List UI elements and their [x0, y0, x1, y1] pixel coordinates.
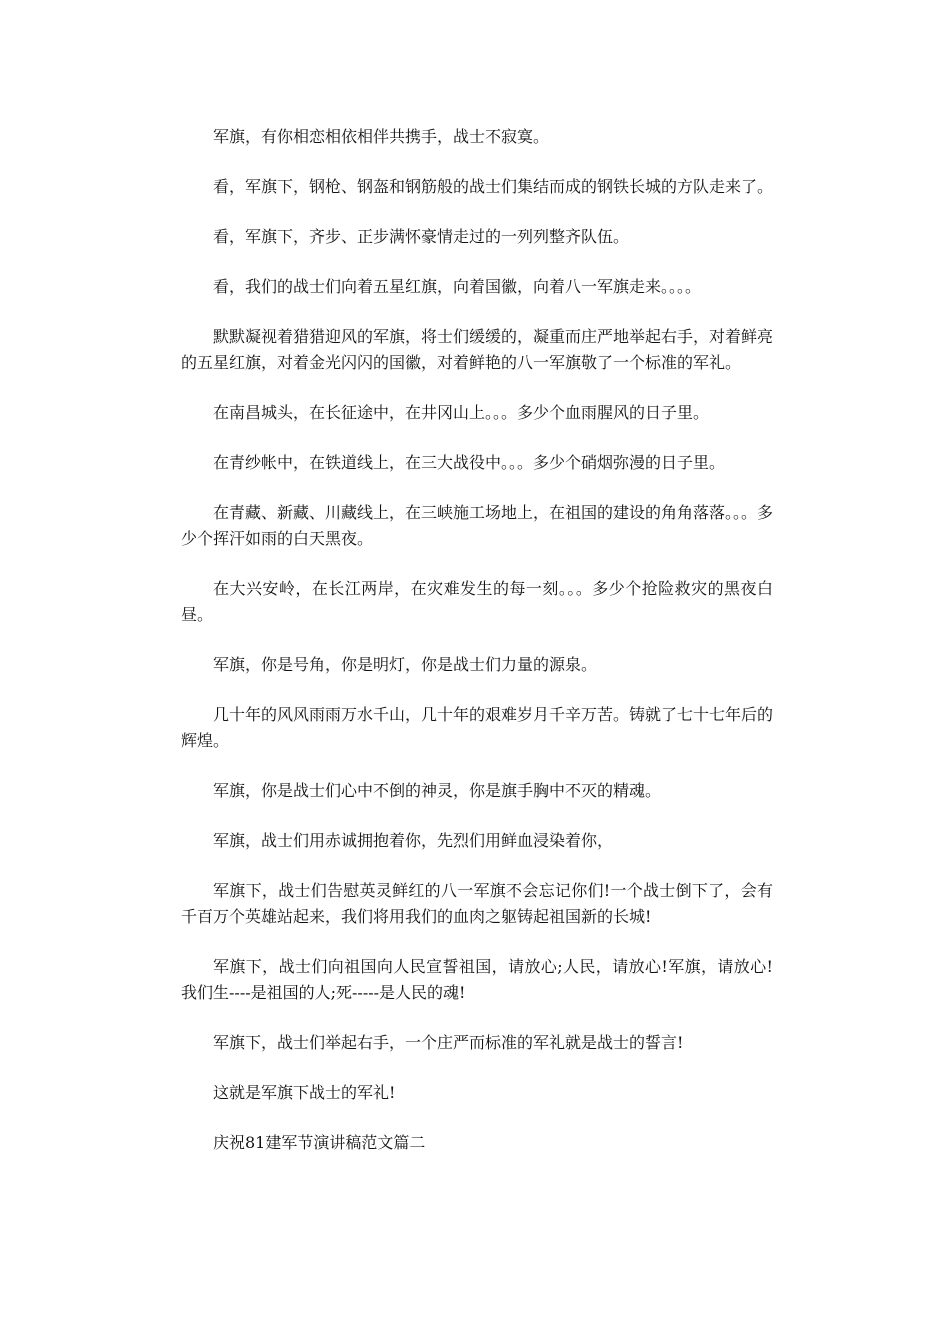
paragraph-10: 军旗，你是号角，你是明灯，你是战士们力量的源泉。	[213, 655, 598, 674]
paragraph-17: 这就是军旗下战士的军礼!	[213, 1083, 396, 1102]
paragraph-11: 几十年的风风雨雨万水千山，几十年的艰难岁月千辛万苦。铸就了七十七年后的辉煌。	[181, 705, 774, 750]
paragraph-14: 军旗下，战士们告慰英灵鲜红的八一军旗不会忘记你们!一个战士倒下了，会有千百万个英雄站起来，我们将用我们的血肉之躯铸起祖国新的长城!	[181, 881, 773, 926]
document-body	[181, 124, 773, 1180]
paragraph-9: 在大兴安岭，在长江两岸，在灾难发生的每一刻。。。多少个抢险救灾的黑夜白昼。	[181, 579, 773, 624]
paragraph-13: 军旗，战士们用赤诚拥抱着你，先烈们用鲜血浸染着你，	[213, 831, 614, 850]
paragraph-4: 看，我们的战士们向着五星红旗，向着国徽，向着八一军旗走来。。。。	[213, 277, 702, 296]
paragraph-1: 军旗，有你相恋相依相伴共携手，战士不寂寞。	[213, 127, 550, 146]
section-heading: 庆祝81建军节演讲稿范文篇二	[213, 1133, 426, 1152]
paragraph-16: 军旗下，战士们举起右手，一个庄严而标准的军礼就是战士的誓言!	[213, 1033, 684, 1052]
paragraph-2: 看，军旗下，钢枪、钢盔和钢筋般的战士们集结而成的钢铁长城的方队走来了。	[213, 177, 774, 196]
paragraph-12: 军旗，你是战士们心中不倒的神灵，你是旗手胸中不灭的精魂。	[213, 781, 662, 800]
paragraph-6: 在南昌城头，在长征途中，在井冈山上。。。多少个血雨腥风的日子里。	[213, 403, 710, 422]
paragraph-3: 看，军旗下，齐步、正步满怀豪情走过的一列列整齐队伍。	[213, 227, 630, 246]
paragraph-15: 军旗下，战士们向祖国向人民宣誓祖国，请放心;人民，请放心!军旗，请放心!我们生----是祖国的人;死-----是人民的魂!	[181, 957, 773, 1002]
paragraph-7: 在青纱帐中，在铁道线上，在三大战役中。。。多少个硝烟弥漫的日子里。	[213, 453, 726, 472]
paragraph-5: 默默凝视着猎猎迎风的军旗，将士们缓缓的，凝重而庄严地举起右手，对着鲜亮的五星红旗，对着金光闪闪的国徽，对着鲜艳的八一军旗敬了一个标准的军礼。	[181, 327, 774, 372]
paragraph-8: 在青藏、新藏、川藏线上，在三峡施工场地上，在祖国的建设的角角落落。。。多少个挥汗如雨的白天黑夜。	[181, 503, 774, 548]
